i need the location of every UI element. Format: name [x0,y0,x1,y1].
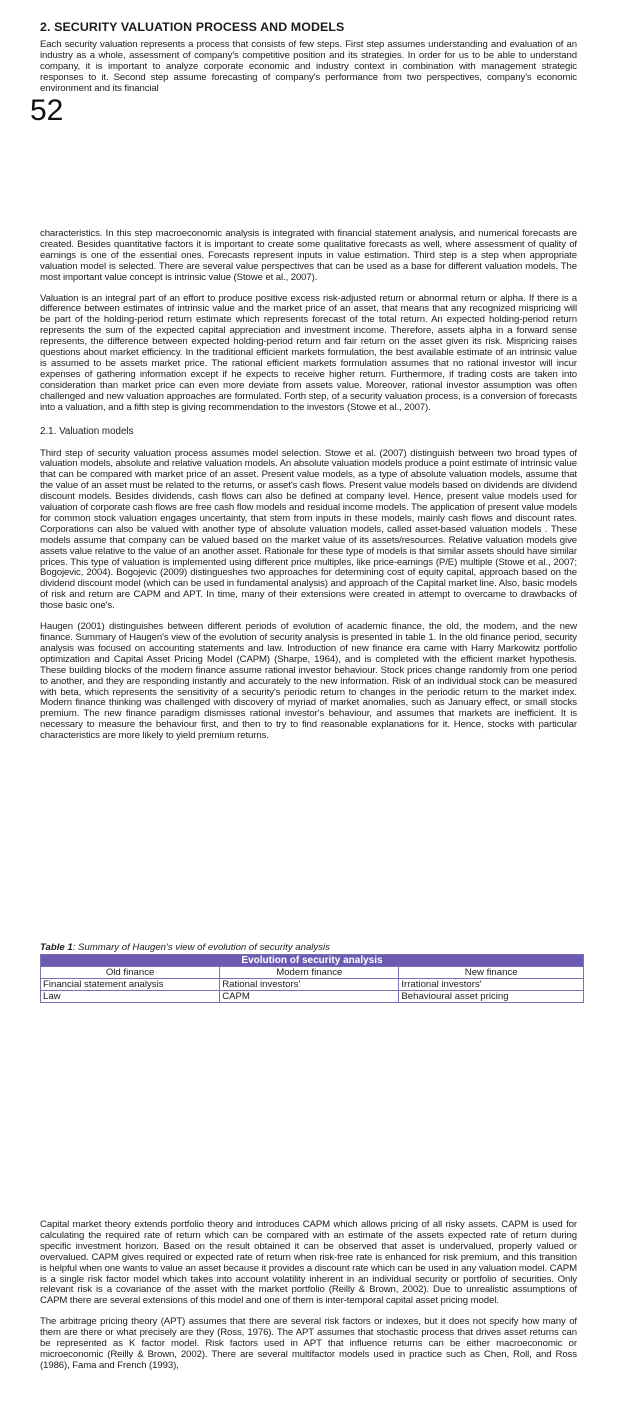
paragraph-apt: The arbitrage pricing theory (APT) assumes that there are several risk factors or indexes, but it does not specify how many of them are there or what precisely are they (Ross, 1976). The APT assumes that stochastic process that drives asset returns can be represented as K factor model. Risk factors used in APT that influence returns can be either macroeconomic or microeconomic (Reilly & Brown, 2002). There are several multifactor models used in practice such as Chen, Roll, and Ross (1986), Fama and French (1993), [40,1316,577,1371]
column-old-finance: Old finance [41,967,220,979]
table-cell: Irrational investors' [399,979,584,991]
table-caption-text: : Summary of Haugen's view of evolution of security analysis [72,942,330,953]
table-row [41,979,584,991]
table-cell: Rational investors' [220,979,399,991]
table-row [41,991,584,1003]
summary-table [40,954,584,1003]
table-header: Evolution of security analysis [41,955,584,967]
paragraph-characteristics: characteristics. In this step macroeconomic analysis is integrated with financial statement analysis, and numerical forecasts are created. Besides quantitative factors it is important to create some qualitative forecasts as well, where assessment of quality of earnings is one of the essential ones. Forecasts represent inputs in value estimation. Third step is a step when appropriate valuation model is selected. There are several value perspectives that can be used as a base for different valuation models. The most important value concept is intrinsic value (Stowe et al., 2007). [40,228,577,283]
body-block-1 [40,229,577,742]
column-new-finance: New finance [399,967,584,979]
paragraph-models: Third step of security valuation process assumes model selection. Stowe et al. (2007) distinguish between two broad types of valuation models, absolute and relative valuation models. An absolute valuation models produce a point estimate of intrinsic value that can be compared with market price of an asset. Present value models, as a type of absolute valuation models, assume that the value of an asset must be related to the returns, or asset's cash flows. Present value models based on dividends are dividend discount models. Besides dividends, cash flows can also be defined at company level. Hence, present value models used for valuation of corporate cash flows are free cash flow models and residual income models. The application of present value models for common stock valuation engages uncertainty, that stem from inputs in these models, mainly cash flows and discount rates. Corporations can also be valued with another type of absolute valuation models, called asset-based valuation models . These models assume that company can be valued based on the market value of its assets/resources. Relative valuation models give assets value relative to the value of an another asset. Rationale for these type of models is that similar assets should have similar prices. This type of valuation is implemented using different price multiples, like price-earnings (P/E) multiple (Stowe et al., 2007; Bogojevic, 2004). Bogojevic (2009) distingueshes two approaches for determining cost of equity capital, approach based on the dividend discount model (which can be used in fundamental analysis) and approach of the Capital market line. Also, basic models of risk and return are CAPM and APT. In time, many of their extensions were created in attempt to overcame to drawbacks of those basic one's. [40,447,577,612]
table-caption [40,942,584,953]
table-cell: Financial statement analysis [41,979,220,991]
section-title: 2. SECURITY VALUATION PROCESS AND MODELS [40,20,345,34]
paragraph-capm: Capital market theory extends portfolio theory and introduces CAPM which allows pricing of all risky assets. CAPM is used for calculating the required rate of return which can be compared with an estimate of the assets expected rate of return during specific investment horizon. Based on the result obtained it can be observed that asset is undervalued, properly valued or overvalued. CAPM gives required or expected rate of return when risk-free rate is enhanced for risk premium, and this transition is helpful when one wants to value an asset because it provides a discount rate which can be used in any valuation model. CAPM is a single risk factor model which takes into account volatility inherent in an individual security or portfolio of securities. Only relevant risk is a covariance of the asset with the market portfolio (Reilly & Brown, 2002). Due to unrealistic assumptions of CAPM there are several extensions of this model and one of them is inter-temporal capital asset pricing model. [40,1219,577,1307]
body-block-2 [40,1220,577,1372]
paragraph-haugen: Haugen (2001) distinguishes between different periods of evolution of academic finance, the old, the modern, and the new finance. Summary of Haugen's view of the evolution of security analysis is presented in table 1. In the old finance period, security analysis was focused on accounting statements and law. Introduction of new finance era came with Harry Markowitz portfolio optimization and Capital Asset Pricing Model (CAPM) (Sharpe, 1964), and is completed with the efficient market hypothesis. These building blocks of the modern finance assume rational investor behaviour. Stock prices change randomly from one period to another, and they are responding instantly and accurately to the new information. Risk of an individual stock can be measured with beta, which represents the sensitivity of a security's periodic return to changes in the periodic return to the market index. Modern finance thinking was challenged with discovery of myriad of market anomalies, such as January effect, or small stocks premium. The new finance paradigm dismisses rational investor's behaviour, and assumes that markets are inefficient. It is necessary to measure the behaviour first, and then to try to find reasonable explanations for it. Hence, stocks with particular characteristics are more likely to yield premium returns. [40,621,577,742]
table-cell: Behavioural asset pricing [399,991,584,1003]
table-column-row [41,967,584,979]
paragraph-valuation: Valuation is an integral part of an effort to produce positive excess risk-adjusted return or abnormal return or alpha. If there is a difference between estimates of intrinsic value and the market price of an asset, that means that any recognized mispricing will be part of the holding-period return estimate which represents forecast of the total return. An expected holding-period return represents the sum of the expected capital appreciation and investment income. Therefore, assets alpha in a forward sense represents, the difference between expected holding-period return and fair return on the asset given its risk. Mispricing raises questions about market efficiency. In the traditional efficient markets formulation, the best available estimate of an intrinsic value is assumed to be assets market price. The rational efficient markets formulation assumes that no rational investor will incur expenses of gathering information except if he expects to receive higher return. Furthermore, if trading costs are taken into consideration than market price can even more deviate from assets value. Moreover, rational investor assumption was often challenged and new valuation approaches are formulated. Forth step, of a security valuation process, is a conversion of forecasts into a valuation, and a fifth step is giving recommendation to the investors (Stowe et al., 2007). [40,292,577,413]
table-header-row [41,955,584,967]
section-block [40,20,577,95]
page-number: 52 [30,94,64,127]
column-modern-finance: Modern finance [220,967,399,979]
table-cell: CAPM [220,991,399,1003]
table-cell: Law [41,991,220,1003]
table-block [40,942,584,1003]
table-caption-label: Table 1 [40,942,73,953]
paragraph-intro: Each security valuation represents a process that consists of few steps. First step assumes understanding and evaluation of an industry as a whole, assessment of company's competitive position and its strategies. In order for us to be able to understand company, it is important to analyze corporate economic and industry context in combination with management strategic responses to it. Second step assume forecasting of company's performance from two perspectives, company's economic environment and its financial [40,39,577,94]
subsection-title: 2.1. Valuation models [40,425,134,437]
